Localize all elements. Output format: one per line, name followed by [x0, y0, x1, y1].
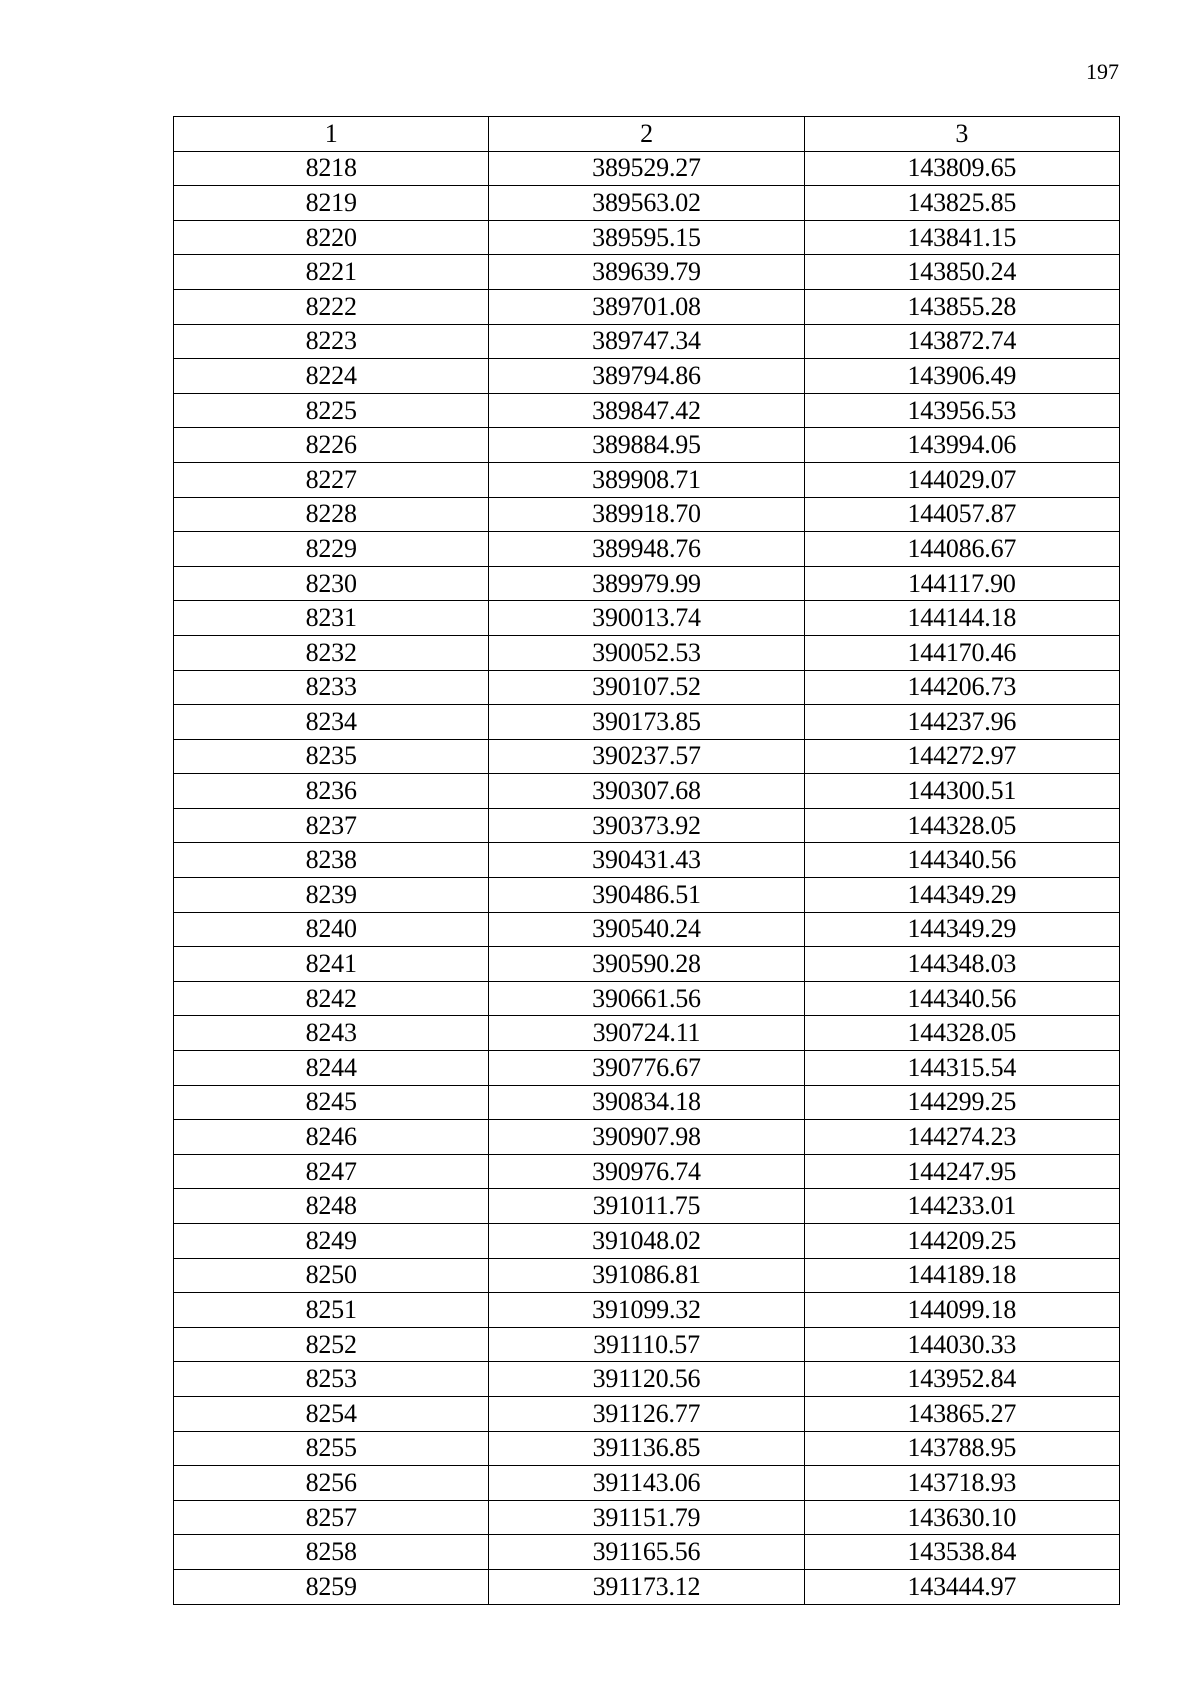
- coordinate-y-cell: 144328.05: [804, 1016, 1119, 1051]
- coordinate-x-cell: 390724.11: [489, 1016, 804, 1051]
- coordinate-y-cell: 144349.29: [804, 912, 1119, 947]
- point-number-cell: 8249: [174, 1224, 489, 1259]
- table-row: [174, 1569, 1120, 1604]
- coordinate-y-cell: 143788.95: [804, 1431, 1119, 1466]
- coordinate-x-cell: 390373.92: [489, 808, 804, 843]
- coordinate-x-cell: 391048.02: [489, 1224, 804, 1259]
- point-number-cell: 8222: [174, 289, 489, 324]
- coordinate-x-cell: 390776.67: [489, 1051, 804, 1086]
- coordinate-y-cell: 144030.33: [804, 1327, 1119, 1362]
- coordinate-x-cell: 389948.76: [489, 532, 804, 567]
- table-row: [174, 601, 1120, 636]
- point-number-cell: 8225: [174, 393, 489, 428]
- coordinate-x-cell: 390013.74: [489, 601, 804, 636]
- coordinate-y-cell: 143444.97: [804, 1569, 1119, 1604]
- table-row: [174, 843, 1120, 878]
- coordinate-y-cell: 143865.27: [804, 1396, 1119, 1431]
- coordinate-y-cell: 143855.28: [804, 289, 1119, 324]
- point-number-cell: 8252: [174, 1327, 489, 1362]
- point-number-cell: 8245: [174, 1085, 489, 1120]
- coordinate-x-cell: 389908.71: [489, 462, 804, 497]
- coordinates-table: [173, 116, 1120, 1605]
- coordinate-y-cell: 144206.73: [804, 670, 1119, 705]
- coordinate-y-cell: 144349.29: [804, 878, 1119, 913]
- point-number-cell: 8218: [174, 151, 489, 186]
- table-row: [174, 151, 1120, 186]
- coordinate-x-cell: 390173.85: [489, 705, 804, 740]
- coordinate-x-cell: 391011.75: [489, 1189, 804, 1224]
- coordinate-x-cell: 389884.95: [489, 428, 804, 463]
- coordinate-y-cell: 144057.87: [804, 497, 1119, 532]
- table-row: [174, 1500, 1120, 1535]
- point-number-cell: 8251: [174, 1293, 489, 1328]
- point-number-cell: 8248: [174, 1189, 489, 1224]
- coordinate-y-cell: 144099.18: [804, 1293, 1119, 1328]
- table-row: [174, 1224, 1120, 1259]
- point-number-cell: 8234: [174, 705, 489, 740]
- table-row: [174, 981, 1120, 1016]
- table-row: [174, 220, 1120, 255]
- table-row: [174, 1016, 1120, 1051]
- table-row: [174, 1466, 1120, 1501]
- table-row: [174, 1535, 1120, 1570]
- coordinate-y-cell: 143841.15: [804, 220, 1119, 255]
- table-row: [174, 635, 1120, 670]
- point-number-cell: 8232: [174, 635, 489, 670]
- table-row: [174, 359, 1120, 394]
- table-row: [174, 739, 1120, 774]
- table-row: [174, 670, 1120, 705]
- coordinate-x-cell: 391151.79: [489, 1500, 804, 1535]
- point-number-cell: 8237: [174, 808, 489, 843]
- table-row: [174, 1051, 1120, 1086]
- point-number-cell: 8238: [174, 843, 489, 878]
- coordinate-y-cell: 144300.51: [804, 774, 1119, 809]
- coordinate-y-cell: 144237.96: [804, 705, 1119, 740]
- coordinate-x-cell: 391110.57: [489, 1327, 804, 1362]
- table-row: [174, 393, 1120, 428]
- table-row: [174, 1258, 1120, 1293]
- table-row: [174, 497, 1120, 532]
- point-number-cell: 8244: [174, 1051, 489, 1086]
- table-row: [174, 947, 1120, 982]
- coordinate-y-cell: 143994.06: [804, 428, 1119, 463]
- point-number-cell: 8247: [174, 1154, 489, 1189]
- table-row: [174, 808, 1120, 843]
- coordinate-x-cell: 389529.27: [489, 151, 804, 186]
- coordinate-x-cell: 389794.86: [489, 359, 804, 394]
- point-number-cell: 8231: [174, 601, 489, 636]
- table-row: [174, 186, 1120, 221]
- coordinate-x-cell: 390237.57: [489, 739, 804, 774]
- coordinate-y-cell: 144328.05: [804, 808, 1119, 843]
- point-number-cell: 8236: [174, 774, 489, 809]
- point-number-cell: 8253: [174, 1362, 489, 1397]
- coordinate-x-cell: 390590.28: [489, 947, 804, 982]
- coordinate-y-cell: 144233.01: [804, 1189, 1119, 1224]
- table-row: [174, 462, 1120, 497]
- coordinate-y-cell: 144029.07: [804, 462, 1119, 497]
- coordinate-y-cell: 144189.18: [804, 1258, 1119, 1293]
- header-cell-2: 2: [489, 117, 804, 152]
- point-number-cell: 8240: [174, 912, 489, 947]
- coordinate-x-cell: 390907.98: [489, 1120, 804, 1155]
- point-number-cell: 8254: [174, 1396, 489, 1431]
- coordinate-x-cell: 391120.56: [489, 1362, 804, 1397]
- point-number-cell: 8221: [174, 255, 489, 290]
- coordinate-x-cell: 390834.18: [489, 1085, 804, 1120]
- point-number-cell: 8223: [174, 324, 489, 359]
- coordinate-y-cell: 144170.46: [804, 635, 1119, 670]
- table-row: [174, 1327, 1120, 1362]
- coordinate-x-cell: 391099.32: [489, 1293, 804, 1328]
- coordinate-y-cell: 144299.25: [804, 1085, 1119, 1120]
- point-number-cell: 8256: [174, 1466, 489, 1501]
- table-row: [174, 566, 1120, 601]
- coordinate-y-cell: 144348.03: [804, 947, 1119, 982]
- table-row: [174, 1120, 1120, 1155]
- point-number-cell: 8227: [174, 462, 489, 497]
- coordinate-y-cell: 144144.18: [804, 601, 1119, 636]
- header-cell-3: 3: [804, 117, 1119, 152]
- point-number-cell: 8259: [174, 1569, 489, 1604]
- point-number-cell: 8229: [174, 532, 489, 567]
- coordinate-y-cell: 144340.56: [804, 981, 1119, 1016]
- coordinate-x-cell: 390107.52: [489, 670, 804, 705]
- coordinate-y-cell: 143825.85: [804, 186, 1119, 221]
- coordinate-x-cell: 389847.42: [489, 393, 804, 428]
- table-row: [174, 1189, 1120, 1224]
- table-row: [174, 878, 1120, 913]
- coordinate-y-cell: 144272.97: [804, 739, 1119, 774]
- coordinate-y-cell: 143809.65: [804, 151, 1119, 186]
- coordinate-x-cell: 391126.77: [489, 1396, 804, 1431]
- point-number-cell: 8235: [174, 739, 489, 774]
- point-number-cell: 8226: [174, 428, 489, 463]
- coordinate-y-cell: 143538.84: [804, 1535, 1119, 1570]
- table-row: [174, 289, 1120, 324]
- table-row: [174, 1293, 1120, 1328]
- coordinate-x-cell: 390540.24: [489, 912, 804, 947]
- table-row: [174, 912, 1120, 947]
- table-row: [174, 1154, 1120, 1189]
- coordinate-x-cell: 389595.15: [489, 220, 804, 255]
- coordinate-y-cell: 144117.90: [804, 566, 1119, 601]
- point-number-cell: 8241: [174, 947, 489, 982]
- coordinate-y-cell: 144247.95: [804, 1154, 1119, 1189]
- coordinate-x-cell: 389701.08: [489, 289, 804, 324]
- coordinate-y-cell: 144340.56: [804, 843, 1119, 878]
- coordinate-y-cell: 144209.25: [804, 1224, 1119, 1259]
- coordinate-x-cell: 389979.99: [489, 566, 804, 601]
- table-row: [174, 774, 1120, 809]
- coordinate-y-cell: 144086.67: [804, 532, 1119, 567]
- header-cell-1: 1: [174, 117, 489, 152]
- coordinate-x-cell: 389639.79: [489, 255, 804, 290]
- coordinate-x-cell: 390307.68: [489, 774, 804, 809]
- coordinate-y-cell: 143630.10: [804, 1500, 1119, 1535]
- point-number-cell: 8233: [174, 670, 489, 705]
- point-number-cell: 8224: [174, 359, 489, 394]
- table-row: [174, 324, 1120, 359]
- coordinate-y-cell: 143718.93: [804, 1466, 1119, 1501]
- point-number-cell: 8257: [174, 1500, 489, 1535]
- coordinate-y-cell: 144274.23: [804, 1120, 1119, 1155]
- coordinate-x-cell: 390976.74: [489, 1154, 804, 1189]
- coordinate-x-cell: 389918.70: [489, 497, 804, 532]
- coordinate-x-cell: 390661.56: [489, 981, 804, 1016]
- point-number-cell: 8239: [174, 878, 489, 913]
- coordinate-x-cell: 391143.06: [489, 1466, 804, 1501]
- table-row: [174, 1085, 1120, 1120]
- coordinate-x-cell: 391165.56: [489, 1535, 804, 1570]
- coordinate-y-cell: 143850.24: [804, 255, 1119, 290]
- page-number: 197: [1086, 59, 1119, 84]
- coordinate-x-cell: 390052.53: [489, 635, 804, 670]
- coordinate-x-cell: 390431.43: [489, 843, 804, 878]
- table-row: [174, 255, 1120, 290]
- table-row: [174, 705, 1120, 740]
- coordinate-x-cell: 391086.81: [489, 1258, 804, 1293]
- point-number-cell: 8255: [174, 1431, 489, 1466]
- coordinate-x-cell: 391136.85: [489, 1431, 804, 1466]
- table-row: [174, 1362, 1120, 1397]
- table-header-row: [174, 117, 1120, 152]
- coordinates-table-body: [174, 117, 1120, 1605]
- point-number-cell: 8219: [174, 186, 489, 221]
- point-number-cell: 8250: [174, 1258, 489, 1293]
- coordinate-x-cell: 391173.12: [489, 1569, 804, 1604]
- point-number-cell: 8228: [174, 497, 489, 532]
- coordinate-y-cell: 143906.49: [804, 359, 1119, 394]
- point-number-cell: 8246: [174, 1120, 489, 1155]
- table-row: [174, 1396, 1120, 1431]
- coordinate-y-cell: 143952.84: [804, 1362, 1119, 1397]
- table-row: [174, 1431, 1120, 1466]
- coordinate-y-cell: 143872.74: [804, 324, 1119, 359]
- coordinate-x-cell: 389747.34: [489, 324, 804, 359]
- point-number-cell: 8230: [174, 566, 489, 601]
- point-number-cell: 8220: [174, 220, 489, 255]
- table-row: [174, 532, 1120, 567]
- point-number-cell: 8243: [174, 1016, 489, 1051]
- table-row: [174, 428, 1120, 463]
- coordinate-x-cell: 390486.51: [489, 878, 804, 913]
- coordinate-y-cell: 143956.53: [804, 393, 1119, 428]
- point-number-cell: 8242: [174, 981, 489, 1016]
- point-number-cell: 8258: [174, 1535, 489, 1570]
- coordinate-x-cell: 389563.02: [489, 186, 804, 221]
- coordinate-y-cell: 144315.54: [804, 1051, 1119, 1086]
